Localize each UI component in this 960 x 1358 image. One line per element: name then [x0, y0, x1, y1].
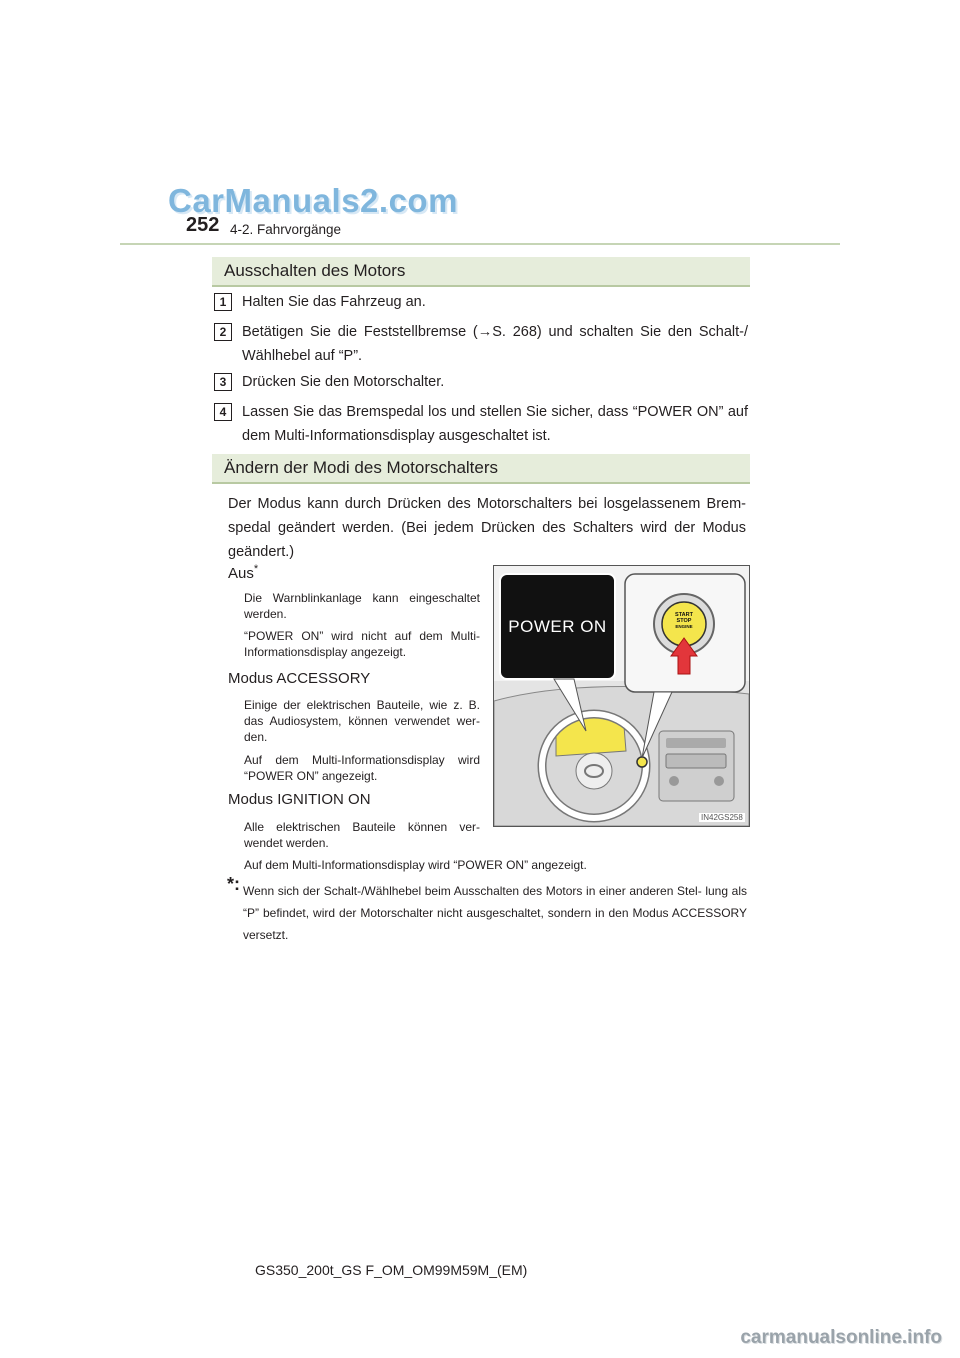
step-number: 3 [214, 373, 232, 391]
mode-title-accessory: Modus ACCESSORY [228, 670, 371, 687]
page-number: 252 [186, 214, 220, 236]
mode-description: Alle elektrischen Bauteile können ver- wendet werden. [244, 820, 480, 850]
button-label-engine: ENGINE [675, 624, 693, 629]
footnote-marker: *: [227, 874, 240, 894]
step-number: 2 [214, 323, 232, 341]
section-heading-text: Ausschalten des Motors [224, 261, 406, 280]
section-label: 4-2. Fahrvorgänge [230, 222, 342, 237]
watermark-bottom: carmanualsonline.info [740, 1327, 942, 1348]
section-heading-switch-modes [212, 454, 750, 484]
header-divider [120, 243, 840, 245]
step-number: 1 [214, 293, 232, 311]
watermark-logo: CarManuals2.com [168, 182, 458, 219]
dashboard-illustration [493, 565, 750, 827]
section-heading-text: Ändern der Modi des Motorschalters [224, 458, 499, 477]
document-code: GS350_200t_GS F_OM_OM99M59M_(EM) [255, 1262, 528, 1278]
mode-description: “POWER ON” wird nicht auf dem Multi- Informationsdisplay angezeigt. [244, 629, 480, 659]
step-text: Halten Sie das Fahrzeug an. [242, 294, 426, 310]
mode-description: Einige der elektrischen Bauteile, wie z. B. das Audiosystem, können verwendet wer- den. [244, 698, 480, 744]
display-label: POWER ON [508, 616, 607, 636]
footnote-text: Wenn sich der Schalt-/Wählhebel beim Ausschalten des Motors in einer anderen Stel- lung als “P” befindet, wird der Motorschalter nicht ausgeschaltet, sondern in den Modus ACCESSORY versetzt. [243, 884, 747, 942]
footnote-marker: * [253, 563, 259, 575]
mode-title-text: Aus [228, 565, 254, 582]
step-text: Betätigen Sie die Feststellbremse (→S. 268) und schalten Sie den Schalt-/ Wählhebel auf “P”. [242, 324, 748, 364]
step-text: Drücken Sie den Motorschalter. [242, 374, 445, 390]
section-heading-engine-off [212, 257, 750, 287]
button-label-stop: STOP [676, 618, 692, 624]
intro-paragraph: Der Modus kann durch Drücken des Motorschalters bei losgelassenem Brem- spedal geändert werden. (Bei jedem Drücken des Schalters wird der Modus geändert.) [228, 496, 746, 560]
figure-code: IN42GS258 [701, 813, 743, 822]
mode-description: Auf dem Multi-Informationsdisplay wird “POWER ON” angezeigt. [244, 858, 587, 872]
step-number: 4 [214, 403, 232, 421]
step-text: Lassen Sie das Bremspedal los und stellen Sie sicher, dass “POWER ON” auf dem Multi-Informationsdisplay ausgeschaltet ist. [242, 404, 748, 444]
mode-title-off [228, 563, 258, 582]
mode-description: Die Warnblinkanlage kann eingeschaltet werden. [244, 591, 480, 621]
mode-title-ignition-on: Modus IGNITION ON [228, 791, 371, 808]
mode-description: Auf dem Multi-Informationsdisplay wird “POWER ON” angezeigt. [244, 753, 480, 783]
button-label-start: START [675, 612, 693, 618]
